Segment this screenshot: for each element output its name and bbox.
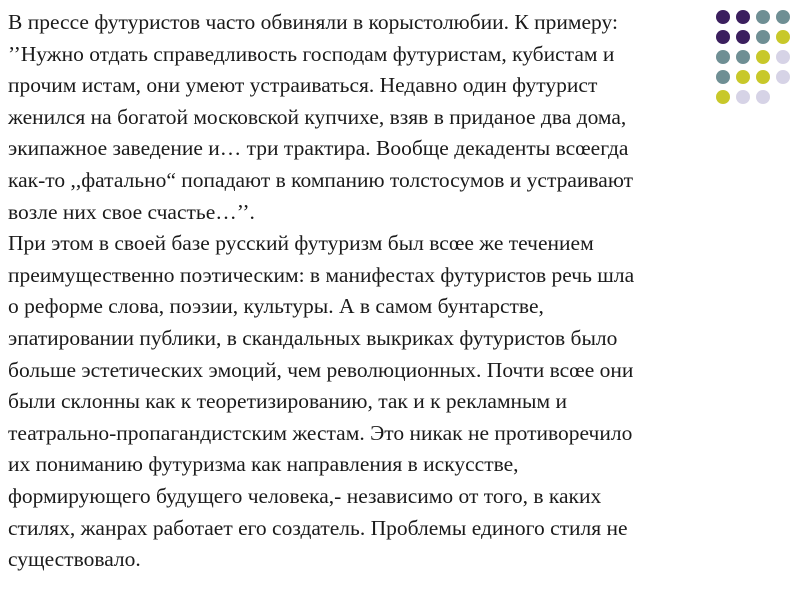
text-line: прочим истам, они умеют устраиваться. Недавно один футурист bbox=[8, 73, 598, 98]
text-line: экипажное заведение и… три трактира. Вообще декаденты всœегда bbox=[8, 136, 629, 161]
text-line: В прессе футуристов часто обвиняли в корыстолюбии. К примеру: bbox=[8, 10, 618, 34]
slide-body-text bbox=[8, 7, 794, 576]
text-line: формирующего будущего человека,- независимо от того, в каких bbox=[8, 483, 602, 508]
text-line: преимущественно поэтическим: в манифестах футуристов речь шла bbox=[8, 262, 635, 287]
text-line: больше эстетических эмоций, чем революционных. Почти всœе они bbox=[8, 357, 634, 382]
text-line: театрально-пропагандистским жестам. Это никак не противоречило bbox=[8, 420, 633, 445]
text-line: стилях, жанрах работает его создатель. Проблемы единого стиля не bbox=[8, 515, 628, 540]
text-line: о реформе слова, поэзии, культуры. А в самом бунтарстве, bbox=[8, 294, 544, 319]
text-line: возле них свое счастье…’’. bbox=[8, 199, 255, 224]
text-line: как-то ,,фатально“ попадают в компанию толстосумов и устраивают bbox=[8, 167, 634, 192]
text-line: ’’Нужно отдать справедливость господам футуристам, кубистам и bbox=[8, 41, 615, 66]
text-line: были склонны как к теоретизированию, так и к рекламным и bbox=[8, 389, 567, 414]
text-line: эпатировании публики, в скандальных выкриках футуристов было bbox=[8, 325, 618, 350]
text-line: При этом в своей базе русский футуризм был всœе же течением bbox=[8, 231, 594, 256]
text-line: существовало. bbox=[8, 547, 141, 572]
text-line: женился на богатой московской купчихе, взяв в приданое два дома, bbox=[8, 104, 627, 129]
text-line: их пониманию футуризма как направления в искусстве, bbox=[8, 452, 519, 477]
